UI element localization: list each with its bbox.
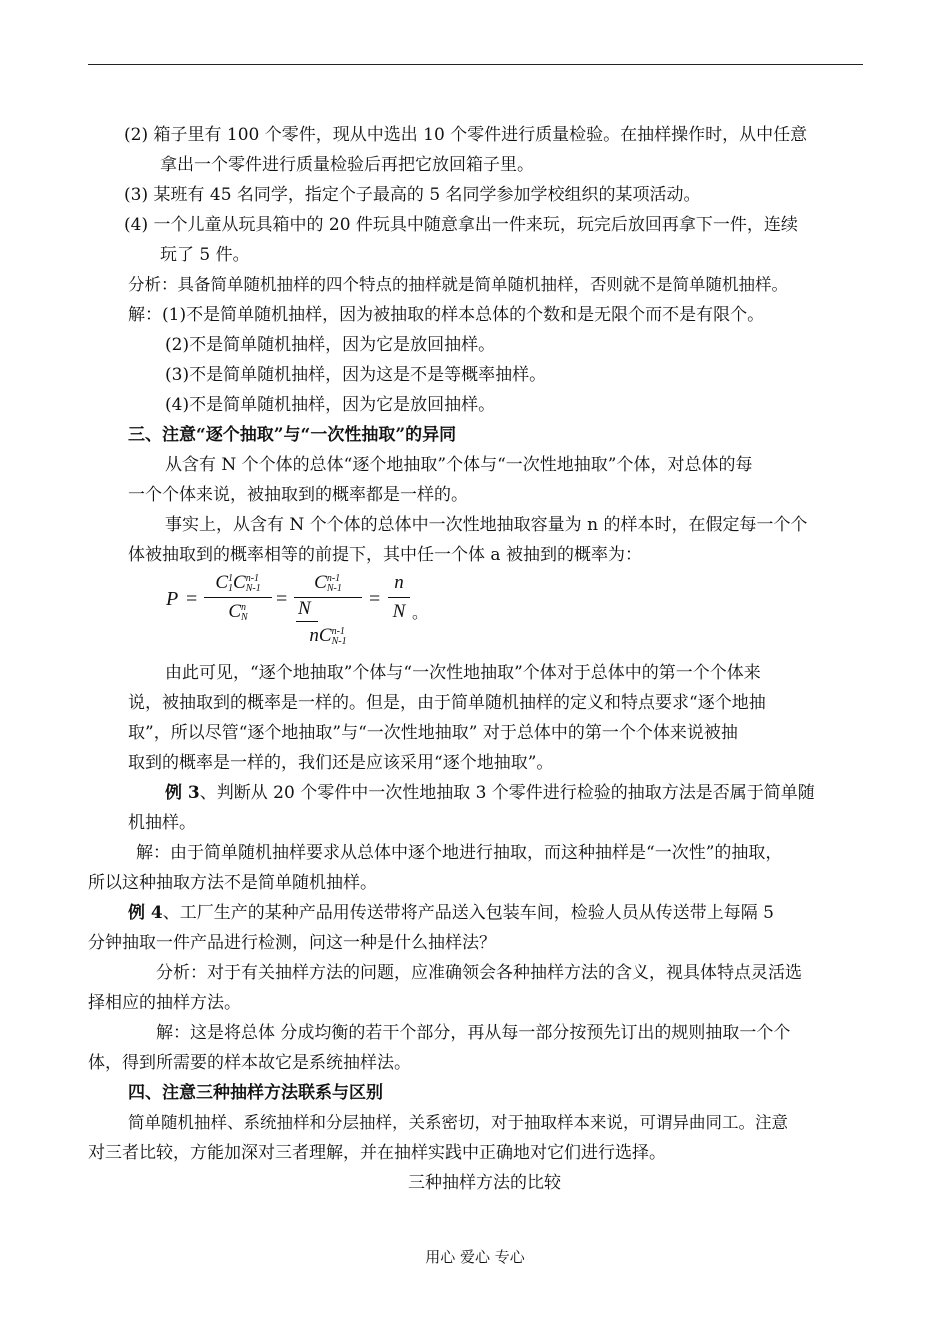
probability-formula <box>166 568 446 658</box>
solution-line: (4)不是简单随机抽样，因为它是放回抽样。 <box>165 395 496 415</box>
solution-3-line: 所以这种抽取方法不是简单随机抽样。 <box>88 873 377 893</box>
solution-line: 解：(1)不是简单随机抽样，因为被抽取的样本总体的个数和是无限个而不是有限个。 <box>128 305 765 325</box>
formula-period: 。 <box>412 605 429 622</box>
analysis-4-line: 择相应的抽样方法。 <box>88 993 241 1013</box>
section-heading: 三、注意“逐个抽取”与“一次性抽取”的异同 <box>128 425 457 445</box>
text-line: (3) 某班有 45 名同学，指定个子最高的 5 名同学参加学校组织的某项活动。 <box>124 185 701 205</box>
solution-4-line: 解：这是将总体 分成均衡的若干个部分，再从每一部分按预先订出的规则抽取一个个 <box>156 1023 791 1043</box>
formula-equals: = <box>276 588 288 610</box>
example-3-label: 例 3 <box>165 783 200 803</box>
fraction-3: n N <box>388 570 410 625</box>
table-caption: 三种抽样方法的比较 <box>408 1173 561 1193</box>
solution-3-line: 解：由于简单随机抽样要求从总体中逐个地进行抽取，而这种抽样是“一次性”的抽取， <box>136 843 783 863</box>
paragraph-line: 取”，所以尽管“逐个地抽取”与“一次性地抽取” 对于总体中的第一个个体来说被抽 <box>128 723 738 743</box>
section-heading: 四、注意三种抽样方法联系与区别 <box>128 1083 383 1103</box>
formula-equals: = <box>186 588 198 610</box>
example-4-line: 分钟抽取一件产品进行检测，问这一种是什么抽样法？ <box>88 933 496 953</box>
fraction-1-denominator: C n N <box>228 601 248 623</box>
example-4-line: 例 4、工厂生产的某种产品用传送带将产品送入包装车间，检验人员从传送带上每隔 5 <box>128 903 774 923</box>
example-3-line: 例 3、判断从 20 个零件中一次性地抽取 3 个零件进行检验的抽取方法是否属于简单随 <box>165 783 815 803</box>
paragraph-line: 体被抽取到的概率相等的前提下，其中任一个体 a 被抽到的概率为： <box>128 545 642 565</box>
paragraph-line: 一个个体来说，被抽取到的概率都是一样的。 <box>128 485 468 505</box>
fraction-2-denominator: N nC n-1 N-1 <box>298 598 347 647</box>
paragraph-line: 对三者比较，方能加深对三者理解，并在抽样实践中正确地对它们进行选择。 <box>88 1143 666 1163</box>
example-4-label: 例 4 <box>128 903 163 923</box>
page-footer: 用心 爱心 专心 <box>425 1248 525 1266</box>
fraction-1 <box>204 570 272 625</box>
formula-p: P <box>166 588 179 610</box>
paragraph-line: 由此可见，“逐个地抽取”个体与“一次性地抽取”个体对于总体中的第一个个体来 <box>165 663 761 683</box>
text-line: 玩了 5 件。 <box>160 245 250 265</box>
paragraph-line: 简单随机抽样、系统抽样和分层抽样，关系密切，对于抽取样本来说，可谓异曲同工。注意 <box>128 1113 788 1132</box>
text-line: (4) 一个儿童从玩具箱中的 20 件玩具中随意拿出一件来玩，玩完后放回再拿下一件，连续 <box>124 215 798 235</box>
fraction-2 <box>294 570 362 647</box>
text-line: 拿出一个零件进行质量检验后再把它放回箱子里。 <box>160 155 534 175</box>
header-rule <box>88 64 863 65</box>
fraction-2-numerator: C n-1 N-1 <box>314 572 342 594</box>
formula-equals: = <box>369 588 381 610</box>
analysis-line: 分析：具备简单随机抽样的四个特点的抽样就是简单随机抽样，否则就不是简单随机抽样。 <box>128 275 788 294</box>
paragraph-line: 事实上，从含有 N 个个体的总体中一次性地抽取容量为 n 的样本时，在假定每一个个 <box>165 515 808 535</box>
paragraph-line: 说，被抽取到的概率是一样的。但是，由于简单随机抽样的定义和特点要求“逐个地抽 <box>128 693 766 713</box>
text-line: (2) 箱子里有 100 个零件，现从中选出 10 个零件进行质量检验。在抽样操作时，从中任意 <box>124 125 808 145</box>
example-3-line: 机抽样。 <box>128 813 196 833</box>
solution-line: (3)不是简单随机抽样，因为这是不是等概率抽样。 <box>165 365 547 385</box>
solution-line: (2)不是简单随机抽样，因为它是放回抽样。 <box>165 335 496 355</box>
paragraph-line: 从含有 N 个个体的总体“逐个地抽取”个体与“一次性地抽取”个体，对总体的每 <box>165 455 753 475</box>
solution-4-line: 体，得到所需要的样本故它是系统抽样法。 <box>88 1053 411 1073</box>
analysis-4-line: 分析：对于有关抽样方法的问题，应准确领会各种抽样方法的含义，视具体特点灵活选 <box>156 963 802 983</box>
paragraph-line: 取到的概率是一样的，我们还是应该采用“逐个地抽取”。 <box>128 753 554 773</box>
fraction-1-numerator: C 1 1 C n-1 N-1 <box>215 572 261 594</box>
